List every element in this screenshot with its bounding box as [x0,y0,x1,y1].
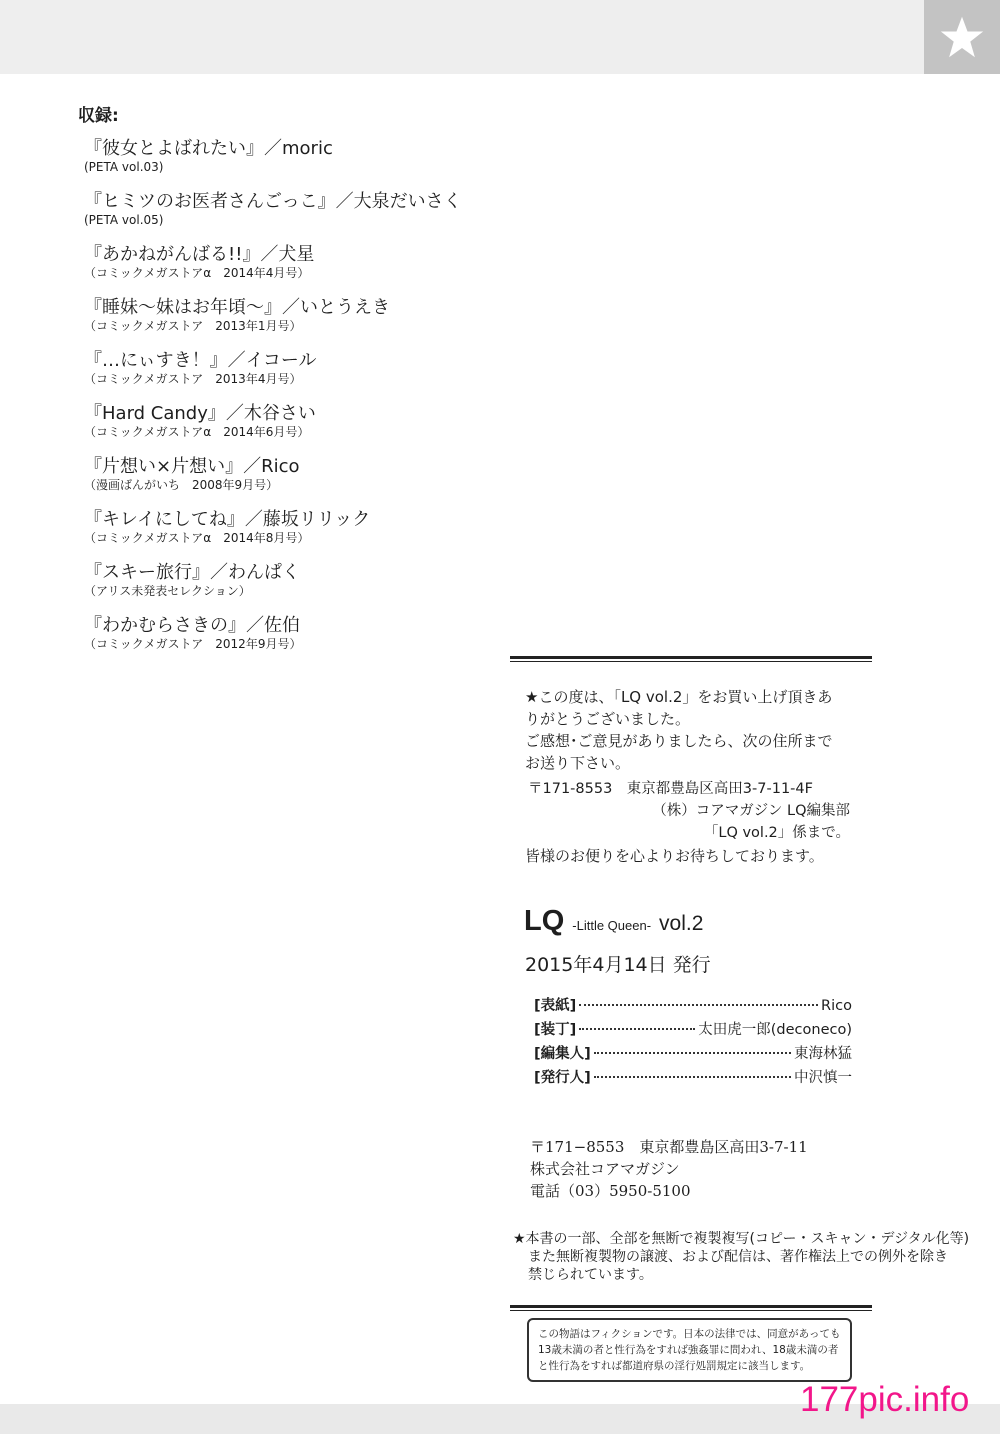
credit-row [534,994,852,1018]
notice-line: また無断複製物の譲渡、および配信は、著作権法上での例外を除き [528,1249,948,1265]
book-subtitle: -Little Queen- [572,918,652,933]
contents-item-source: (PETA vol.05) [84,213,164,227]
publisher-address [530,1136,808,1202]
credit-role: [編集人] [534,1046,591,1062]
credit-row [534,1018,852,1042]
dot-leader [594,1052,791,1054]
contents-item-source: （コミックメガストア 2012年9月号） [84,637,302,651]
contents-item [84,138,504,191]
credit-row [534,1042,852,1066]
contents-item [84,615,504,668]
credit-role: [装丁] [534,1022,577,1038]
notice-line: ★本書の一部、全部を無断で複製複写(コピー・スキャン・デジタル化等) [513,1231,970,1247]
corner-star-tab [924,0,1000,74]
contents-item [84,244,504,297]
credit-role: [表紙] [534,998,577,1014]
credit-name: 中沢慎一 [794,1070,852,1086]
contents-item-title: 『わかむらさきの』／佐伯 [84,615,300,636]
book-volume: vol.2 [659,912,704,935]
fiction-line: 13歳未満の者と性行為をすれば強姦罪に問われ、18歳未満の者 [538,1344,839,1356]
fiction-line: この物語はフィクションです。日本の法律では、同意があっても [538,1328,841,1340]
contents-item-title: 『Hard Candy』／木谷さい [84,403,316,424]
contents-item-title: 『…にぃすき！』／イコール [84,350,317,371]
contents-item [84,456,504,509]
thanks-line: りがとうございました。 [525,710,691,728]
star-icon [939,14,985,60]
credit-row [534,1066,852,1090]
fiction-line: と性行為をすれば都道府県の淫行処罰規定に該当します。 [538,1360,811,1372]
contents-item [84,297,504,350]
book-title [524,905,703,938]
contents-item-source: （コミックメガストアα 2014年6月号） [84,425,310,439]
credit-name: 東海林猛 [794,1046,852,1062]
contents-item-title: 『あかねがんばる!!』／犬星 [84,244,315,265]
contents-item [84,403,504,456]
book-title-main: LQ [524,905,565,937]
contents-item-title: 『片想い×片想い』／Rico [84,456,300,477]
section-divider-bottom [510,1305,872,1311]
dot-leader [594,1076,791,1078]
dot-leader [579,1004,818,1006]
contents-item [84,191,504,244]
credit-role: [発行人] [534,1070,591,1086]
contents-item-source: （漫画ばんがいち 2008年9月号） [84,478,279,492]
contents-heading: 収録: [78,106,119,126]
address-line: 「LQ vol.2」係まで。 [703,825,850,841]
top-band [0,0,1000,74]
publisher-line: 〒171−8553 東京都豊島区高田3-7-11 [530,1138,808,1156]
credit-name: Rico [821,998,852,1014]
contents-item-source: （アリス未発表セレクション） [84,584,251,598]
thanks-message [525,686,865,774]
dot-leader [579,1028,695,1030]
thanks-line: お送り下さい。 [525,754,631,772]
watermark-text: 177pic.info [800,1380,970,1419]
contents-item-title: 『キレイにしてね』／藤坂リリック [84,509,371,530]
thanks-line: ご感想･ご意見がありましたら、次の住所まで [525,732,833,750]
copyright-notice [513,1230,973,1284]
contents-item-source: （コミックメガストア 2013年1月号） [84,319,302,333]
publisher-line: 電話（03）5950-5100 [530,1182,691,1200]
contents-item-source: （コミックメガストア 2013年4月号） [84,372,302,386]
contents-item-title: 『彼女とよばれたい』／moric [84,138,333,159]
contents-item [84,350,504,403]
contents-item-source: (PETA vol.03) [84,160,164,174]
contents-item-title: 『ヒミツのお医者さんごっこ』／大泉だいさく [84,191,462,212]
credits-list [534,994,852,1090]
publisher-line: 株式会社コアマガジン [530,1160,680,1178]
thanks-line: ★この度は、「LQ vol.2」をお買い上げ頂きあ [525,688,833,706]
address-line: （株）コアマガジン LQ編集部 [652,803,850,819]
contents-item [84,562,504,615]
closing-message: 皆様のお便りを心よりお待ちしております。 [525,847,824,865]
contents-item-source: （コミックメガストアα 2014年8月号） [84,531,310,545]
contents-list [84,138,504,668]
contents-item-title: 『睡妹〜妹はお年頃〜』／いとうえき [84,297,390,318]
notice-line: 禁じられています。 [528,1267,653,1283]
reader-mail-address [528,778,850,844]
contents-item [84,509,504,562]
contents-item-title: 『スキー旅行』／わんぱく [84,562,300,583]
fiction-notice-box [527,1318,852,1382]
address-line: 〒171-8553 東京都豊島区高田3-7-11-4F [528,781,813,797]
credit-name: 太田虎一郎(deconeco) [698,1022,852,1038]
section-divider-top [510,656,872,662]
contents-item-source: （コミックメガストアα 2014年4月号） [84,266,310,280]
publication-date: 2015年4月14日 発行 [525,954,711,976]
